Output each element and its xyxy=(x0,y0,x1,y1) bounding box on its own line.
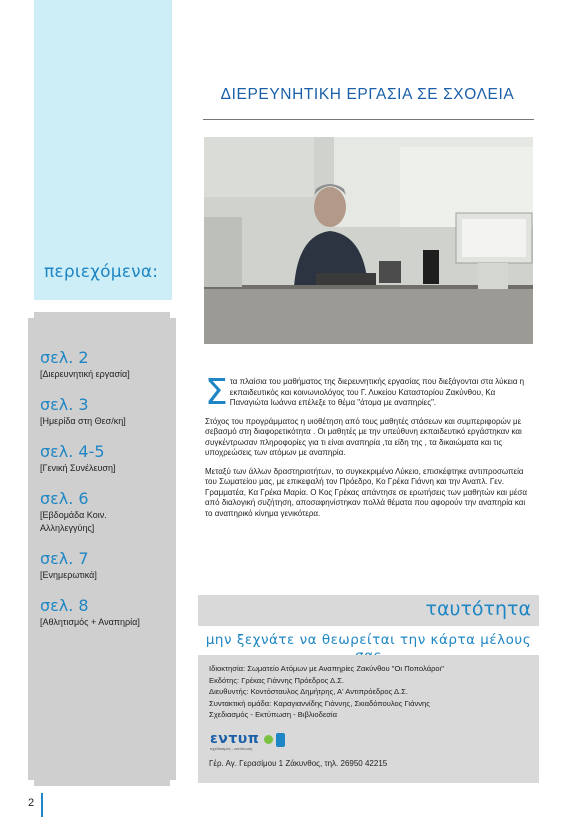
article-paragraph: Μεταξύ των άλλων δραστηριοτήτων, το συγκεκριμένο Λύκειο, επισκέφτηκε αντιπροσωπεία του Σωματείου μας, με επικεφαλή τον Πρόεδρο, Κο Γρέκα Γιάννη και την Αναπλ. Γεν. Γραμματέα, Κα Γρέκα Μαρία. Ο Κος Γρέκας απάντησε σε ερωτήσεις των μαθητών και μέσα από διαλογική συζήτηση, αποσαφηνίστηκαν πολλά θέματα που αφορούν την αναπηρία και το αναπηρικό κίνημα γενικότερα. xyxy=(205,466,527,518)
toc-entry[interactable] xyxy=(40,395,170,428)
page-number: 2 xyxy=(28,797,35,809)
article-body xyxy=(205,372,533,527)
identity-header xyxy=(198,595,539,626)
page-rule xyxy=(41,793,43,817)
toc-list xyxy=(40,348,170,643)
toc-entry[interactable] xyxy=(40,442,170,475)
article-paragraph: Στόχος του προγράμματος η υιοθέτηση από τους μαθητές στάσεων και συμπεριφορών με σεβασμό στη διαφορετικότητα . Οι μαθητές με την υπεύθυνη εκπαιδευτικό εργάστηκαν και συγκέντρωσαν πληροφορίες για τι είναι αναπηρία ,τα είδη της , τα δικαιώματα και τις υποχρεώσεις των ατόμων με αναπηρία. xyxy=(205,416,522,457)
toc-entry[interactable] xyxy=(40,348,170,381)
toc-page-number: σελ. 3 xyxy=(40,395,89,414)
toc-entry[interactable] xyxy=(40,489,170,535)
blue-badge-icon xyxy=(276,733,285,747)
toc-header xyxy=(34,0,172,300)
toc-box xyxy=(28,312,176,786)
membership-reminder: μην ξεχνάτε να θεωρείται την κάρτα μέλους xyxy=(205,632,532,648)
article-photo xyxy=(204,137,533,344)
printer-logo-subtitle: σχεδιασμός - εκτύπωση xyxy=(210,746,253,751)
identity-box xyxy=(198,655,539,783)
classroom-photo-illustration xyxy=(204,137,533,344)
article-title: ΔΙΕΡΕΥΝΗΤΙΚΗ ΕΡΓΑΣΙΑ ΣΕ ΣΧΟΛΕΙΑ xyxy=(220,86,515,103)
title-divider xyxy=(203,119,534,120)
toc-description: [Διερευνητική εργασία] xyxy=(40,369,130,379)
green-dot-icon xyxy=(264,735,273,744)
credit-line: Σχεδιασμός - Εκτύπωση - Βιβλιοδεσία xyxy=(209,710,337,719)
contact-address: Γέρ. Αγ. Γερασίμου 1 Ζάκυνθος, τηλ. 26950 42215 xyxy=(209,759,388,768)
credit-line: Ιδιοκτησία: Σωματείο Ατόμων με Αναπηρίες Ζακύνθου "Οι Ποπολάροι" xyxy=(209,664,445,673)
printer-logo xyxy=(210,731,320,749)
drop-cap: Σ xyxy=(205,372,228,413)
toc-page-number: σελ. 8 xyxy=(40,596,89,615)
toc-page-number: σελ. 4-5 xyxy=(40,442,105,461)
toc-entry[interactable] xyxy=(40,549,170,582)
toc-title: περιεχόμενα: xyxy=(44,262,159,282)
article-paragraph: Στα πλαίσια του μαθήματος της διερευνητικής εργασίας που διεξάγονται στα λύκεια η εκπαιδευτικός και κοινωνιολόγος του Γ. Λυκείου Καταστορίου Ζακύνθου, Κα Παναγιώτα Ιωάννα επέλεξε το θέμα "άτομα με αναπηρίες". xyxy=(205,372,525,413)
toc-description: [Ενημερωτικά] xyxy=(40,570,97,580)
credit-line: Συντακτική ομάδα: Καραγιαννίδης Γιάννης, Σκιαδόπουλος Γιάννης xyxy=(209,698,430,708)
toc-description: [Ημερίδα στη Θεσ/κη] xyxy=(40,416,126,426)
toc-page-number: σελ. 7 xyxy=(40,549,89,568)
toc-description: [Εβδομάδα Κοιν. Αλληλεγγύης] xyxy=(40,510,107,533)
toc-page-number: σελ. 6 xyxy=(40,489,89,508)
toc-description: [Αθλητισμός + Αναπηρία] xyxy=(40,617,140,627)
credits-list xyxy=(209,663,534,721)
credit-line: Εκδότης: Γρέκας Γιάννης Πρόεδρος Δ.Σ. xyxy=(209,675,345,685)
toc-entry[interactable] xyxy=(40,596,170,629)
toc-description: [Γενική Συνέλευση] xyxy=(40,463,116,473)
printer-logo-text: εντυπ xyxy=(210,731,260,747)
toc-page-number: σελ. 2 xyxy=(40,348,89,367)
identity-title: ταυτότητα xyxy=(425,598,531,620)
credit-line: Διευθυντής: Κοντόσταυλος Δημήτρης, Α' Αντιπρόεδρος Δ.Σ. xyxy=(209,687,408,696)
